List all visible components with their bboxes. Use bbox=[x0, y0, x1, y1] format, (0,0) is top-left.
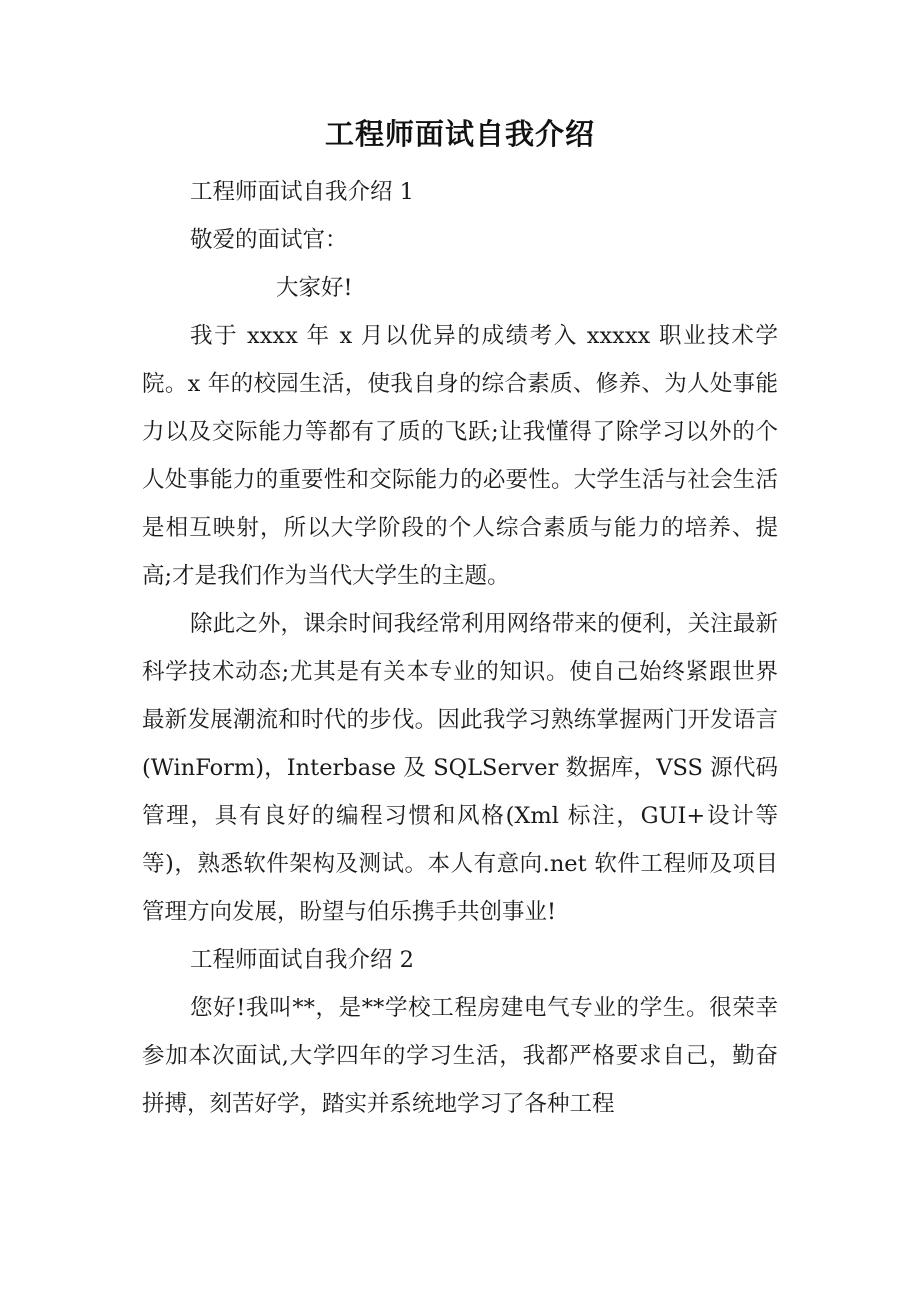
greeting: 大家好! bbox=[276, 275, 353, 301]
section-heading-2: 工程师面试自我介绍 2 bbox=[190, 947, 414, 973]
paragraph-intro-2: 您好!我叫**，是**学校工程房建电气专业的学生。很荣幸参加本次面试,大学四年的学习生活，我都严格要求自己，勤奋拼搏，刻苦好学，踏实并系统地学习了各种工程 bbox=[142, 995, 778, 1117]
paragraph-education: 我于 xxxx 年 x 月以优异的成绩考入 xxxxx 职业技术学院。x 年的校园生活，使我自身的综合素质、修养、为人处事能力以及交际能力等都有了质的飞跃;让我懂得了除学习以外的个人处事能力的重要性和交际能力的必要性。大学生活与社会生活是相互映射，所以大学阶段的个人综合素质与能力的培养、提高;才是我们作为当代大学生的主题。 bbox=[142, 323, 778, 589]
document-body bbox=[142, 168, 778, 1128]
section-heading-1: 工程师面试自我介绍 1 bbox=[190, 179, 414, 205]
document-title: 工程师面试自我介绍 bbox=[324, 117, 595, 151]
paragraph-skills: 除此之外，课余时间我经常利用网络带来的便利，关注最新科学技术动态;尤其是有关本专业的知识。使自己始终紧跟世界最新发展潮流和时代的步伐。因此我学习熟练掌握两门开发语言(WinForm)，Interbase 及 SQLServer 数据库，VSS 源代码管理，具有良好的编程习惯和风格(Xml 标注，GUI+设计等等)，熟悉软件架构及测试。本人有意向.net 软件工程师及项目管理方向发展，盼望与伯乐携手共创事业! bbox=[142, 611, 778, 925]
salutation: 敬爱的面试官： bbox=[190, 227, 348, 253]
